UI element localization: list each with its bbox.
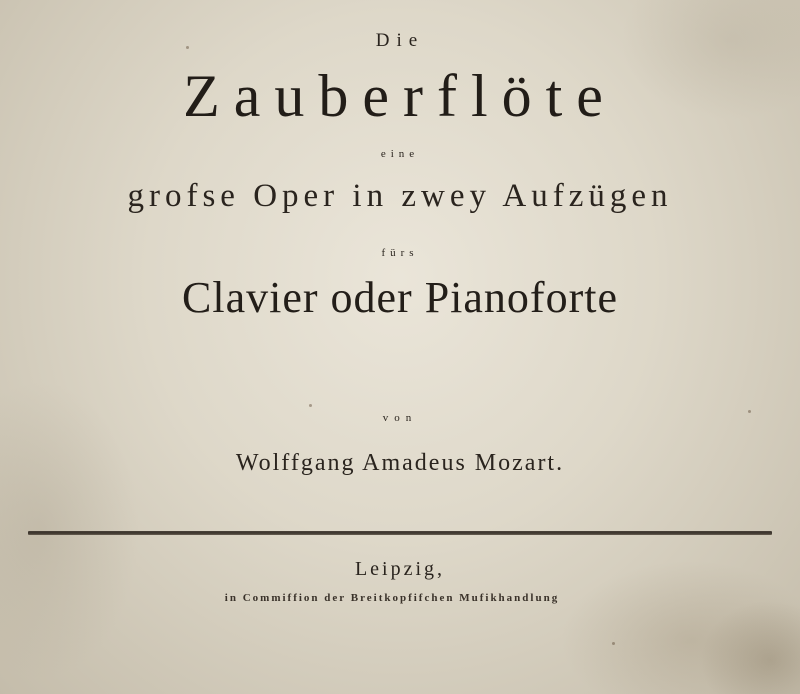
paper-fleck [612,642,615,645]
instrumentation: Clavier oder Pianoforte [182,273,618,322]
descriptor-small: eine [380,148,420,160]
paper-stain [0,380,140,680]
work-subtitle: grofse Oper in zwey Aufzügen [127,178,673,214]
composer-name: Wolffgang Amadeus Mozart. [235,450,565,476]
paper-fleck [309,404,312,407]
publication-place: Leipzig, [354,558,446,580]
work-title: Zauberflöte [183,63,617,129]
paper-stain [700,600,800,694]
for-small: fürs [381,247,419,259]
title-article: Die [375,30,425,51]
publisher-imprint: in Commiffion der Breitkopfifchen Mufikhandlung [224,592,560,604]
by-small: von [382,412,418,424]
divider-rule [28,531,772,535]
